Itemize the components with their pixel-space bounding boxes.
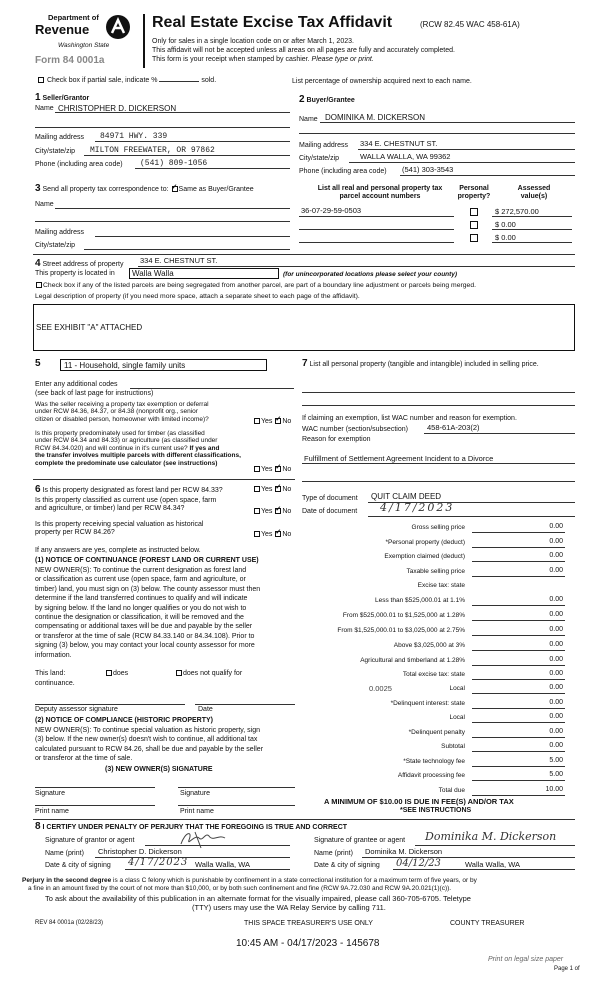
land-qualify-row: This land: <box>35 670 66 677</box>
dept-label: Department of <box>48 13 99 22</box>
grantee-print-field[interactable]: Dominika M. Dickerson <box>365 847 443 856</box>
section5-number: 5 <box>35 358 41 369</box>
header-divider <box>143 14 145 68</box>
form-title: Real Estate Excise Tax Affidavit <box>152 14 393 31</box>
grantee-date-field[interactable]: 04/12/23 <box>396 858 441 869</box>
legal-size-note: Print on legal size paper <box>488 956 564 963</box>
perjury-note-2: a fine in an amount fixed by the court of not more than $10,000, or by both such confinement and fine (RCW 9A.72.030 and RCW 9A.20.021(1)(c)). <box>28 885 452 892</box>
accessibility-note-2: (TTY) users may use the WA Relay Service by calling 711. <box>192 903 386 912</box>
grantee-date-label: Date & city of signing <box>314 862 380 869</box>
buyer-city-field[interactable]: WALLA WALLA, WA 99362 <box>360 152 451 161</box>
personal-checkbox-2[interactable] <box>470 221 478 229</box>
grantee-signature[interactable]: Dominika M. Dickerson <box>425 830 557 843</box>
tech-fee-value[interactable]: 5.00 <box>549 757 563 764</box>
legal-description-text: SEE EXHIBIT "A" ATTACHED <box>36 323 143 332</box>
s5-q2-no[interactable] <box>275 466 281 472</box>
tier1-label: Less than $525,000.01 at 1.1% <box>375 597 465 604</box>
delinq-penalty-label: *Delinquent penalty <box>408 729 465 736</box>
s5-q2-answer: Yes ✓ No <box>253 466 291 474</box>
s6-q2-no[interactable] <box>275 508 281 514</box>
s6-q2: Is this property classified as current use (open space, farm and agriculture, or timber) land per RCW 84.34? <box>35 497 217 513</box>
taxable-price-value[interactable]: 0.00 <box>549 567 563 574</box>
addl-codes-label: Enter any additional codes <box>35 381 118 388</box>
personal-deduct-value[interactable]: 0.00 <box>549 538 563 545</box>
owner-sig-label-1: Signature <box>35 790 65 797</box>
notice1-title: (1) NOTICE OF CONTINUANCE (FOREST LAND OR CURRENT USE) <box>35 557 259 564</box>
s6-if-any: If any answers are yes, complete as instructed below. <box>35 547 201 554</box>
s6-q1-answer: Yes ✓ No <box>253 486 291 494</box>
total-due-value[interactable]: 10.00 <box>545 786 563 793</box>
s6-q2-yes[interactable] <box>254 508 260 514</box>
wac-label: WAC number (section/subsection) <box>302 426 408 433</box>
grantor-sig-label: Signature of grantor or agent <box>45 837 135 844</box>
grantor-signature[interactable] <box>175 828 235 850</box>
tier1-value[interactable]: 0.00 <box>549 596 563 603</box>
local-label: Local <box>449 685 465 692</box>
continuance-label: continuance. <box>35 680 75 687</box>
s6-q3-no[interactable] <box>275 531 281 537</box>
page-number: Page 1 of <box>554 966 580 972</box>
delinq-int-local-value[interactable]: 0.00 <box>549 713 563 720</box>
same-as-buyer-checkbox[interactable] <box>172 186 178 192</box>
segregation-row: Check box if any of the listed parcels are being segregated from another parcel, are part of a boundary line adjustment or parcels being merged. <box>35 282 476 290</box>
grantor-city-field[interactable]: Walla Walla, WA <box>195 860 251 869</box>
s6-q3-answer: Yes ✓ No <box>253 531 291 539</box>
assessed-value-2[interactable]: $ 0.00 <box>495 220 516 229</box>
s6-q1-no[interactable] <box>275 486 281 492</box>
deputy-signature-label: Deputy assessor signature <box>35 706 118 713</box>
s5-q2: Is this property predominately used for timber (as classified under RCW 84.34 and 84.33) or agriculture (as classified under RCW 84.34.020) and will continue in it's current use? If yes and the transfer involves multiple parcels with different classifications, complete the predominate use calculator (see instructions) <box>35 430 241 467</box>
tier2-value[interactable]: 0.00 <box>549 611 563 618</box>
agri-label: Agricultural and timberland at 1.28% <box>360 657 465 664</box>
partial-sale-checkbox[interactable] <box>38 77 44 83</box>
doc-type-label: Type of document <box>302 495 358 502</box>
owner-print-label-2: Print name <box>180 808 214 815</box>
seller-mail-field[interactable]: 84971 HWY. 339 <box>100 132 168 141</box>
doc-type-field[interactable]: QUIT CLAIM DEED <box>371 492 442 501</box>
location-select[interactable]: Walla Walla <box>129 268 279 279</box>
header-line2: This affidavit will not be accepted unless all areas on all pages are fully and accurately completed. <box>152 47 455 54</box>
addl-codes-note: (see back of last page for instructions) <box>35 390 154 397</box>
tier2-label: From $525,000.01 to $1,525,000 at 1.28% <box>342 612 465 619</box>
tech-fee-label: *State technology fee <box>403 758 465 765</box>
agri-value[interactable]: 0.00 <box>549 656 563 663</box>
location-label: This property is located in <box>35 270 115 277</box>
grantor-print-label: Name (print) <box>45 850 84 857</box>
section4-street: 4 Street address of property <box>35 258 124 269</box>
seller-phone-label: Phone (including area code) <box>35 161 123 168</box>
grantee-print-label: Name (print) <box>314 850 353 857</box>
s6-q3: Is this property receiving special valuation as historical property per RCW 84.26? <box>35 521 204 537</box>
personal-deduct-label: *Personal property (deduct) <box>385 539 465 546</box>
s5-q1-yes[interactable] <box>254 418 260 424</box>
certify-heading: 8 I CERTIFY UNDER PENALTY OF PERJURY THAT THE FOREGOING IS TRUE AND CORRECT <box>35 821 348 832</box>
assessed-header: Assessed value(s) <box>517 185 551 201</box>
tier4-value[interactable]: 0.00 <box>549 641 563 648</box>
parcel-header: List all real and personal property tax parcel account numbers <box>317 185 443 201</box>
notice2-title: (2) NOTICE OF COMPLIANCE (HISTORIC PROPERTY) <box>35 717 213 724</box>
seller-phone-field[interactable]: (541) 809-1056 <box>140 159 208 168</box>
total-due-label: Total due <box>438 787 465 794</box>
reason-label: Reason for exemption <box>302 436 371 443</box>
personal-header: Personal property? <box>457 185 491 201</box>
assessed-value-1[interactable]: $ 272,570.00 <box>495 207 539 216</box>
s5-q2-yes[interactable] <box>254 466 260 472</box>
s5-q1: Was the seller receiving a property tax exemption or deferral under RCW 84.36, 84.37, or 84.38 (nonprofit org., senior citizen or disabled person, homeowner with limited income)? <box>35 401 209 423</box>
grantor-print-field[interactable]: Christopher D. Dickerson <box>98 847 182 856</box>
assessed-value-3[interactable]: $ 0.00 <box>495 233 516 242</box>
s6-q3-yes[interactable] <box>254 531 260 537</box>
s5-q1-no[interactable] <box>275 418 281 424</box>
seller-city-field[interactable]: MILTON FREEWATER, OR 97862 <box>90 146 215 155</box>
grantor-date-field[interactable]: 4/17/2023 <box>128 857 189 868</box>
minimum-due-note: A MINIMUM OF $10.00 IS DUE IN FEE(S) AND/OR TAX <box>324 797 514 806</box>
exemption-deduct-label: Exemption claimed (deduct) <box>384 553 465 560</box>
personal-checkbox-1[interactable] <box>470 208 478 216</box>
tier4-label: Above $3,025,000 at 3% <box>393 642 465 649</box>
revision-label: REV 84 0001a (02/28/23) <box>35 920 104 926</box>
notice2-body: NEW OWNER(S): To continue special valuation as historic property, sign (3) below. If the new owner(s) doesn't wish to continue, all additional tax calculated pursuant to RCW 84.26, shall be due and payable by the seller or transferor at the time of sale. <box>35 727 264 763</box>
section2-heading: 2 Buyer/Grantee <box>299 94 355 105</box>
doc-date-label: Date of document <box>302 508 358 515</box>
seller-mail-label: Mailing address <box>35 134 85 141</box>
header-line1: Only for sales in a single location code on or after March 1, 2023. <box>152 38 354 45</box>
corr-city-label: City/state/zip <box>35 242 76 249</box>
section3-heading: 3 Send all property tax correspondence to: ✓ Same as Buyer/Grantee <box>35 183 254 195</box>
buyer-phone-field[interactable]: (541) 303-3543 <box>402 165 454 174</box>
section1-heading: 1 Seller/Grantor <box>35 92 90 103</box>
form-number: Form 84 0001a <box>35 55 105 66</box>
s6-q1: 6 Is this property designated as forest land per RCW 84.33? <box>35 484 223 495</box>
perjury-note: Perjury in the second degree is a class C felony which is punishable by confinement in a state correctional institution for a maximum term of five years, or by <box>22 877 477 884</box>
segregation-checkbox[interactable] <box>36 282 42 288</box>
accessibility-note: To ask about the availability of this publication in an alternate format for the visually impaired, please call 360-705-6705. Teletype <box>45 894 471 903</box>
delinq-int-state-value[interactable]: 0.00 <box>549 699 563 706</box>
s6-q1-yes[interactable] <box>254 486 260 492</box>
buyer-name-field[interactable]: DOMINIKA M. DICKERSON <box>325 113 426 122</box>
rcw-ref: (RCW 82.45 WAC 458-61A) <box>420 20 520 29</box>
delinq-penalty-value[interactable]: 0.00 <box>549 728 563 735</box>
processing-fee-label: Affidavit processing fee <box>397 772 465 779</box>
personal-checkbox-3[interactable] <box>470 234 478 242</box>
seller-name-field[interactable]: CHRISTOPHER D. DICKERSON <box>58 104 177 113</box>
percent-note: List percentage of ownership acquired next to each name. <box>292 78 472 85</box>
revenue-label: Revenue <box>35 22 90 37</box>
reason-field[interactable]: Fulfillment of Settlement Agreement Incident to a Divorce <box>304 454 494 463</box>
excise-state-label: Excise tax: state <box>417 582 465 589</box>
seller-city-label: City/state/zip <box>35 148 76 155</box>
revenue-logo-icon <box>105 14 131 40</box>
land-doesnot-checkbox[interactable] <box>176 670 182 676</box>
partial-sale-row: Check box if partial sale, indicate % sold. <box>37 77 216 85</box>
local-value[interactable]: 0.00 <box>549 684 563 691</box>
parcel-number-1[interactable]: 36-07-29-59-0503 <box>301 206 362 215</box>
gross-price-value[interactable]: 0.00 <box>549 523 563 530</box>
buyer-mail-label: Mailing address <box>299 142 349 149</box>
owner-sig-label-2: Signature <box>180 790 210 797</box>
grantee-sig-label: Signature of grantee or agent <box>314 837 406 844</box>
land-use-code-select[interactable]: 11 - Household, single family units <box>60 359 267 371</box>
buyer-city-label: City/state/zip <box>299 155 340 162</box>
tier3-value[interactable]: 0.00 <box>549 626 563 633</box>
local-rate: 0.0025 <box>369 684 392 693</box>
s6-q2-answer: Yes ✓ No <box>253 508 291 516</box>
street-address-field[interactable]: 334 E. CHESTNUT ST. <box>140 256 218 265</box>
seller-name-label: Name <box>35 105 54 112</box>
exemption-note: If claiming an exemption, list WAC number and reason for exemption. <box>302 415 517 422</box>
corr-mail-label: Mailing address <box>35 229 85 236</box>
notice1-body: NEW OWNER(S): To continue the current designation as forest land or classification as current use (open space, farm and agriculture, or timber) land, you must sign on (3) below. The county assessor must then determine if the land transferred continues to qualify and will indicate by signing below. If the land no longer qualifies or you do not wish to continue the designation or classification, it will be removed and the compensating or additional taxes will be due and payable by the seller or transferor at the time of sale (RCW 84.33.140 or 84.34.108). Prior to signing (3) below, you may contact your local county assessor for more information. <box>35 567 261 659</box>
revenue-logo <box>35 14 135 52</box>
county-treasurer-label: COUNTY TREASURER <box>450 920 525 927</box>
delinq-int-local-label: Local <box>449 714 465 721</box>
processing-fee-value[interactable]: 5.00 <box>549 771 563 778</box>
state-label: Washington State <box>58 42 110 49</box>
gross-price-label: Gross selling price <box>411 524 465 531</box>
treasurer-space-label: THIS SPACE TREASURER'S USE ONLY <box>244 920 373 927</box>
header-line3: This form is your receipt when stamped by cashier. Please type or print. <box>152 56 374 63</box>
new-owner-sig-title: (3) NEW OWNER(S) SIGNATURE <box>105 766 213 773</box>
grantor-date-label: Date & city of signing <box>45 862 111 869</box>
buyer-mail-field[interactable]: 334 E. CHESTNUT ST. <box>360 139 438 148</box>
location-note: (for unincorporated locations please select your county) <box>283 271 458 278</box>
corr-name-label: Name <box>35 201 54 208</box>
total-excise-label: Total excise tax: state <box>402 671 465 678</box>
exemption-deduct-value[interactable]: 0.00 <box>549 552 563 559</box>
receipt-stamp: 10:45 AM - 04/17/2023 - 145678 <box>236 938 380 949</box>
total-excise-value[interactable]: 0.00 <box>549 670 563 677</box>
s5-q1-answer: Yes ✓ No <box>253 418 291 426</box>
owner-print-label-1: Print name <box>35 808 69 815</box>
subtotal-label: Subtotal <box>441 743 465 750</box>
delinq-int-state-label: *Delinquent interest: state <box>390 700 465 707</box>
buyer-name-label: Name <box>299 116 318 123</box>
land-does-checkbox[interactable] <box>106 670 112 676</box>
legal-label: Legal description of property (if you need more space, attach a separate sheet to each page of the affidavit). <box>35 293 360 300</box>
subtotal-value[interactable]: 0.00 <box>549 742 563 749</box>
deputy-date-label: Date <box>198 706 213 713</box>
doc-date-field[interactable]: 4/17/2023 <box>380 501 455 514</box>
taxable-price-label: Taxable selling price <box>406 568 465 575</box>
tier3-label: From $1,525,000.01 to $3,025,000 at 2.75% <box>337 627 465 634</box>
wac-field[interactable]: 458-61A-203(2) <box>427 423 480 432</box>
see-instructions: *SEE INSTRUCTIONS <box>400 807 472 814</box>
grantee-city-field[interactable]: Walla Walla, WA <box>465 860 521 869</box>
buyer-phone-label: Phone (including area code) <box>299 168 387 175</box>
section7-heading: 7 List all personal property (tangible and intangible) included in selling price. <box>302 358 539 369</box>
